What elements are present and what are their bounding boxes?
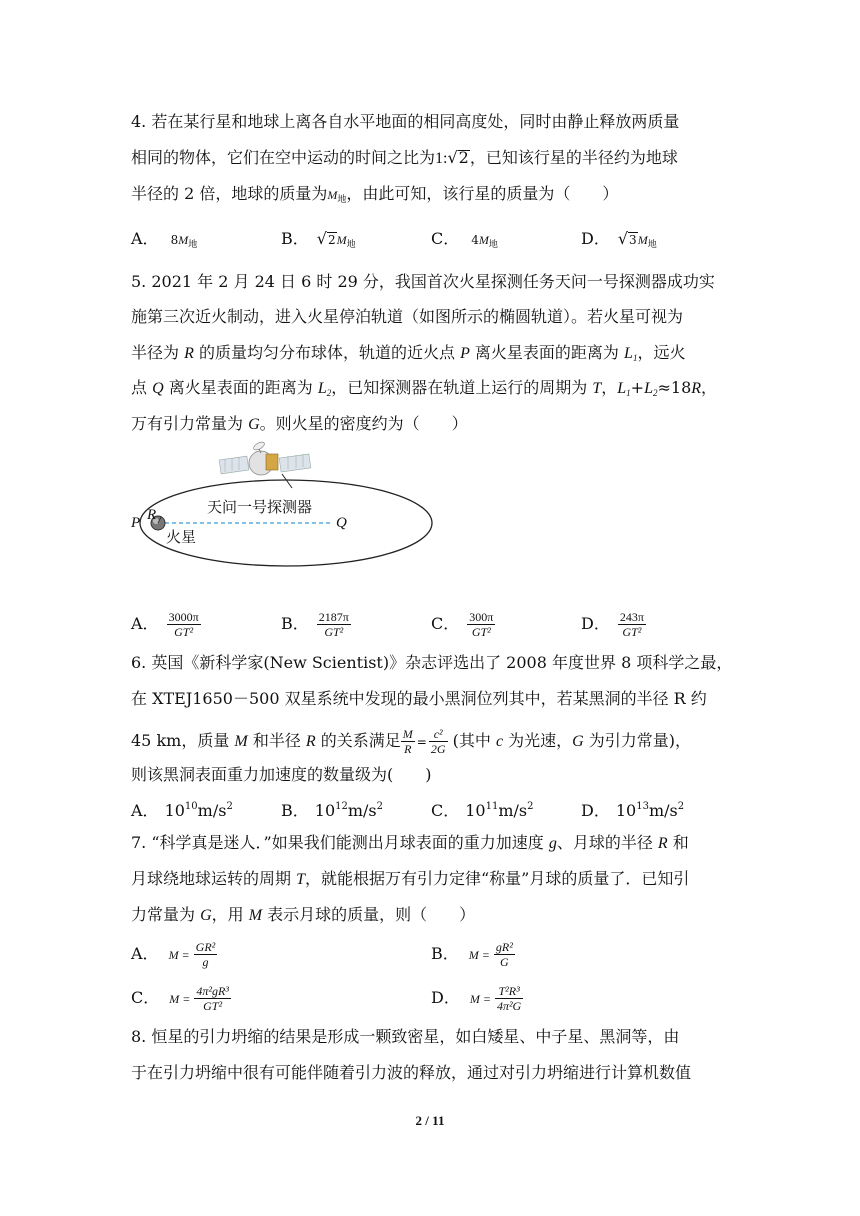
q5-line-3 — [131, 342, 741, 366]
q7-line-1 — [131, 832, 741, 855]
q5-option-d — [581, 606, 646, 642]
q4-line-2-text: 相同的物体，它们在空中运动的时间之比为 — [131, 148, 436, 167]
option-base: 10 — [465, 801, 486, 820]
q6-option-b — [281, 800, 383, 825]
q5-line-5 — [131, 413, 741, 436]
q5-line-4 — [131, 377, 741, 401]
option-exp: 11 — [485, 801, 499, 812]
option-lhs: M = — [169, 992, 191, 1006]
option-label: B． — [281, 801, 309, 820]
frac-den: g — [202, 955, 209, 969]
t: 离火星表面的距离为 — [163, 378, 318, 397]
option-label: A． — [131, 229, 159, 248]
option-fraction — [194, 984, 231, 1013]
q6-option-c — [431, 800, 534, 825]
option-label: D． — [581, 614, 610, 633]
t: 半径为 — [131, 343, 185, 362]
option-fraction — [194, 940, 218, 969]
option-fraction — [494, 940, 515, 969]
q5-line-1: 5. 2021 年 2 月 24 日 6 时 29 分，我国首次火星探测任务天问一号探测器成功实 — [131, 272, 715, 291]
t: ， — [601, 378, 618, 397]
q8-line-2: 于在引力坍缩中很有可能伴随着引力波的释放，通过对引力坍缩进行计算机数值 — [131, 1063, 692, 1082]
t: 为引力常量)， — [583, 731, 692, 750]
t: 为光速， — [503, 731, 573, 750]
probe-label: 天问一号探测器 — [207, 498, 313, 516]
q5-line-2: 施第三次近火制动，进入火星停泊轨道（如图所示的椭圆轨道）。若火星可视为 — [131, 307, 684, 326]
frac-num: c² — [429, 727, 448, 742]
option-label: B． — [281, 614, 309, 633]
t: 1 — [626, 388, 631, 398]
q7-line-3 — [131, 904, 741, 927]
frac-num: GR² — [195, 940, 216, 954]
option-fraction — [167, 610, 201, 639]
option-label: A． — [131, 614, 159, 633]
t: Q — [152, 380, 164, 397]
mars-label: 火星 — [166, 528, 197, 546]
t: 万有引力常量为 — [131, 414, 249, 433]
frac-den: GT² — [203, 999, 223, 1013]
option-root: 2 — [327, 233, 336, 247]
sqrt-symbol: √ — [617, 229, 629, 248]
t: 的关系满足 — [315, 731, 401, 750]
option-sub: 地 — [188, 240, 198, 250]
q4-line-1: 4. 若在某行星和地球上离各自水平地面的相同高度处，同时由静止释放两质量 — [131, 112, 680, 131]
option-label: D． — [581, 801, 610, 820]
t: R — [691, 380, 702, 397]
option-lhs: M = — [468, 948, 490, 962]
option-unit: m/s — [648, 801, 678, 820]
option-root: 3 — [629, 233, 637, 247]
t: L — [644, 380, 653, 397]
t: T — [296, 871, 305, 888]
sqrt-symbol: √ — [447, 148, 458, 167]
option-label: C． — [431, 229, 460, 248]
t: 和半径 — [247, 731, 306, 750]
t: G — [248, 416, 260, 433]
light-speed-fraction — [429, 727, 448, 756]
t: R — [184, 345, 194, 362]
option-unit-exp: 2 — [527, 801, 534, 812]
q5-option-a — [131, 606, 201, 642]
t: ， — [701, 378, 718, 397]
option-base: 10 — [615, 801, 637, 820]
q6-line-3 — [131, 724, 741, 758]
t: ，远火 — [637, 343, 686, 362]
t: 1 — [632, 353, 638, 363]
q6-line-1: 6. 英国《新科学家(New Scientist)》杂志评选出了 2008 年度世界 8 项科学之最， — [131, 653, 733, 672]
t: ，用 — [211, 905, 249, 924]
figure-label-p: P — [131, 515, 141, 531]
option-exp: 12 — [335, 801, 348, 812]
q4-line-3-end: ，由此可知，该行星的质量为（ ） — [346, 184, 619, 203]
q6-option-d — [581, 800, 684, 825]
t: L — [617, 380, 627, 397]
option-unit-exp: 2 — [677, 801, 685, 812]
frac-den: GT² — [471, 625, 491, 639]
frac-num: M — [402, 727, 413, 741]
t: P — [460, 345, 470, 362]
q4-option-b — [281, 228, 356, 253]
frac-den: GT² — [174, 625, 194, 639]
t: c — [495, 733, 504, 750]
t: G — [200, 907, 212, 924]
q4-ratio: 1: — [435, 150, 448, 167]
page-current: 2 — [415, 1113, 423, 1128]
t: L — [317, 380, 327, 397]
option-fraction — [618, 610, 646, 639]
t: R — [657, 835, 668, 852]
q4-mass-symbol: M — [327, 188, 338, 202]
t: M — [248, 907, 263, 924]
q7-line-2 — [131, 868, 741, 891]
q7-option-a — [131, 936, 217, 973]
option-label: C． — [431, 614, 460, 633]
t: 的质量均匀分布球体，轨道的近火点 — [193, 343, 461, 362]
q7-option-d — [431, 980, 523, 1017]
t: 、月球的半径 — [556, 833, 658, 852]
option-base: 10 — [164, 801, 185, 820]
option-lhs: M = — [168, 948, 190, 962]
t: (其中 — [447, 731, 496, 750]
option-symbol: M — [478, 233, 489, 247]
option-sub: 地 — [647, 240, 657, 250]
page-sep: / — [422, 1113, 433, 1128]
option-label: A． — [131, 801, 159, 820]
option-base: 10 — [314, 801, 336, 820]
option-label: B． — [281, 229, 309, 248]
page-number — [0, 1113, 860, 1129]
t: 。则火星的密度约为（ ） — [259, 414, 468, 433]
t: 表示月球的质量，则（ ） — [262, 905, 476, 924]
mass-radius-fraction — [401, 727, 415, 756]
q4-option-d — [581, 228, 657, 253]
frac-num: 4π²gR³ — [196, 984, 229, 998]
t: = — [416, 735, 427, 749]
t: T — [592, 380, 602, 397]
t: ，就能根据万有引力定律“称量”月球的质量了．已知引 — [305, 869, 690, 888]
t: 7. “科学真是迷人．”如果我们能测出月球表面的重力加速度 — [131, 833, 549, 852]
frac-num: 2187π — [318, 610, 349, 624]
frac-den: 4π²G — [496, 999, 522, 1013]
q5-option-c — [431, 606, 495, 642]
frac-num: 300π — [469, 610, 494, 624]
q7-option-c — [131, 980, 231, 1017]
frac-num: gR² — [495, 940, 513, 954]
page-total: 11 — [432, 1113, 445, 1128]
figure-label-q: Q — [336, 515, 347, 531]
option-coef: 4 — [471, 233, 479, 247]
t: R — [305, 733, 316, 750]
frac-den: 2G — [430, 742, 446, 756]
option-coef: 8 — [170, 233, 179, 247]
t: M — [234, 733, 248, 750]
frac-den: G — [499, 955, 509, 969]
t: 离火星表面的距离为 — [469, 343, 625, 362]
t: 2 — [652, 388, 658, 398]
option-label: A． — [131, 944, 159, 963]
q4-line-3 — [131, 183, 741, 208]
option-symbol: M — [336, 233, 347, 247]
frac-num: 3000π — [168, 610, 199, 624]
q5-option-b — [281, 606, 351, 642]
option-exp: 10 — [184, 801, 198, 812]
t: L — [624, 345, 633, 362]
q4-line-2-end: ，已知该行星的半径约为地球 — [469, 148, 678, 167]
option-label: C． — [431, 801, 460, 820]
t: 45 km，质量 — [131, 731, 235, 750]
option-fraction — [495, 984, 523, 1013]
sqrt-symbol: √ — [316, 229, 327, 248]
q4-ratio-root: 2 — [458, 148, 469, 167]
q4-line-3-text: 半径的 2 倍，地球的质量为 — [131, 184, 328, 203]
q4-option-a — [131, 228, 197, 253]
t: 力常量为 — [131, 905, 201, 924]
t: ，已知探测器在轨道上运行的周期为 — [331, 378, 593, 397]
option-unit: m/s — [498, 801, 528, 820]
t: 点 — [131, 378, 153, 397]
frac-den: R — [404, 742, 412, 756]
t: 和 — [667, 833, 689, 852]
q4-mass-sub: 地 — [337, 195, 347, 205]
t: G — [572, 733, 584, 750]
t: ≈18 — [657, 378, 692, 397]
frac-den: GT² — [324, 625, 344, 639]
t: + — [630, 378, 645, 397]
t: 月球绕地球运转的周期 — [131, 869, 297, 888]
t: g — [548, 835, 557, 852]
frac-num: T²R³ — [495, 984, 523, 999]
option-unit-exp: 2 — [226, 801, 233, 812]
q4-option-c — [431, 228, 498, 253]
option-fraction — [317, 610, 351, 639]
option-label: C． — [131, 988, 160, 1007]
option-symbol: M — [178, 233, 189, 247]
option-unit: m/s — [347, 801, 377, 820]
probe-icon — [219, 440, 311, 475]
option-sub: 地 — [488, 240, 498, 250]
frac-den: GT² — [622, 625, 642, 639]
option-exp: 13 — [636, 801, 649, 812]
option-label: B． — [431, 944, 459, 963]
option-sub: 地 — [346, 240, 356, 250]
option-unit: m/s — [197, 801, 227, 820]
q6-line-2: 在 XTEJ1650－500 双星系统中发现的最小黑洞位列其中，若某黑洞的半径 R 约 — [131, 689, 707, 708]
option-lhs: M = — [469, 992, 491, 1006]
probe-pointer-line — [282, 474, 292, 488]
option-symbol: M — [637, 233, 648, 247]
frac-num: 243π — [619, 610, 644, 624]
q4-line-2 — [131, 147, 741, 170]
figure-label-r: R — [147, 507, 157, 523]
option-fraction — [467, 610, 495, 639]
q6-option-a — [131, 800, 233, 825]
option-label: D． — [581, 229, 610, 248]
q8-line-1: 8. 恒星的引力坍缩的结果是形成一颗致密星，如白矮星、中子星、黑洞等，由 — [131, 1027, 680, 1046]
q7-option-b — [431, 936, 515, 973]
option-unit-exp: 2 — [376, 801, 384, 812]
t: 2 — [326, 388, 332, 398]
q6-line-4: 则该黑洞表面重力加速度的数量级为( ) — [131, 765, 432, 784]
option-label: D． — [431, 988, 460, 1007]
